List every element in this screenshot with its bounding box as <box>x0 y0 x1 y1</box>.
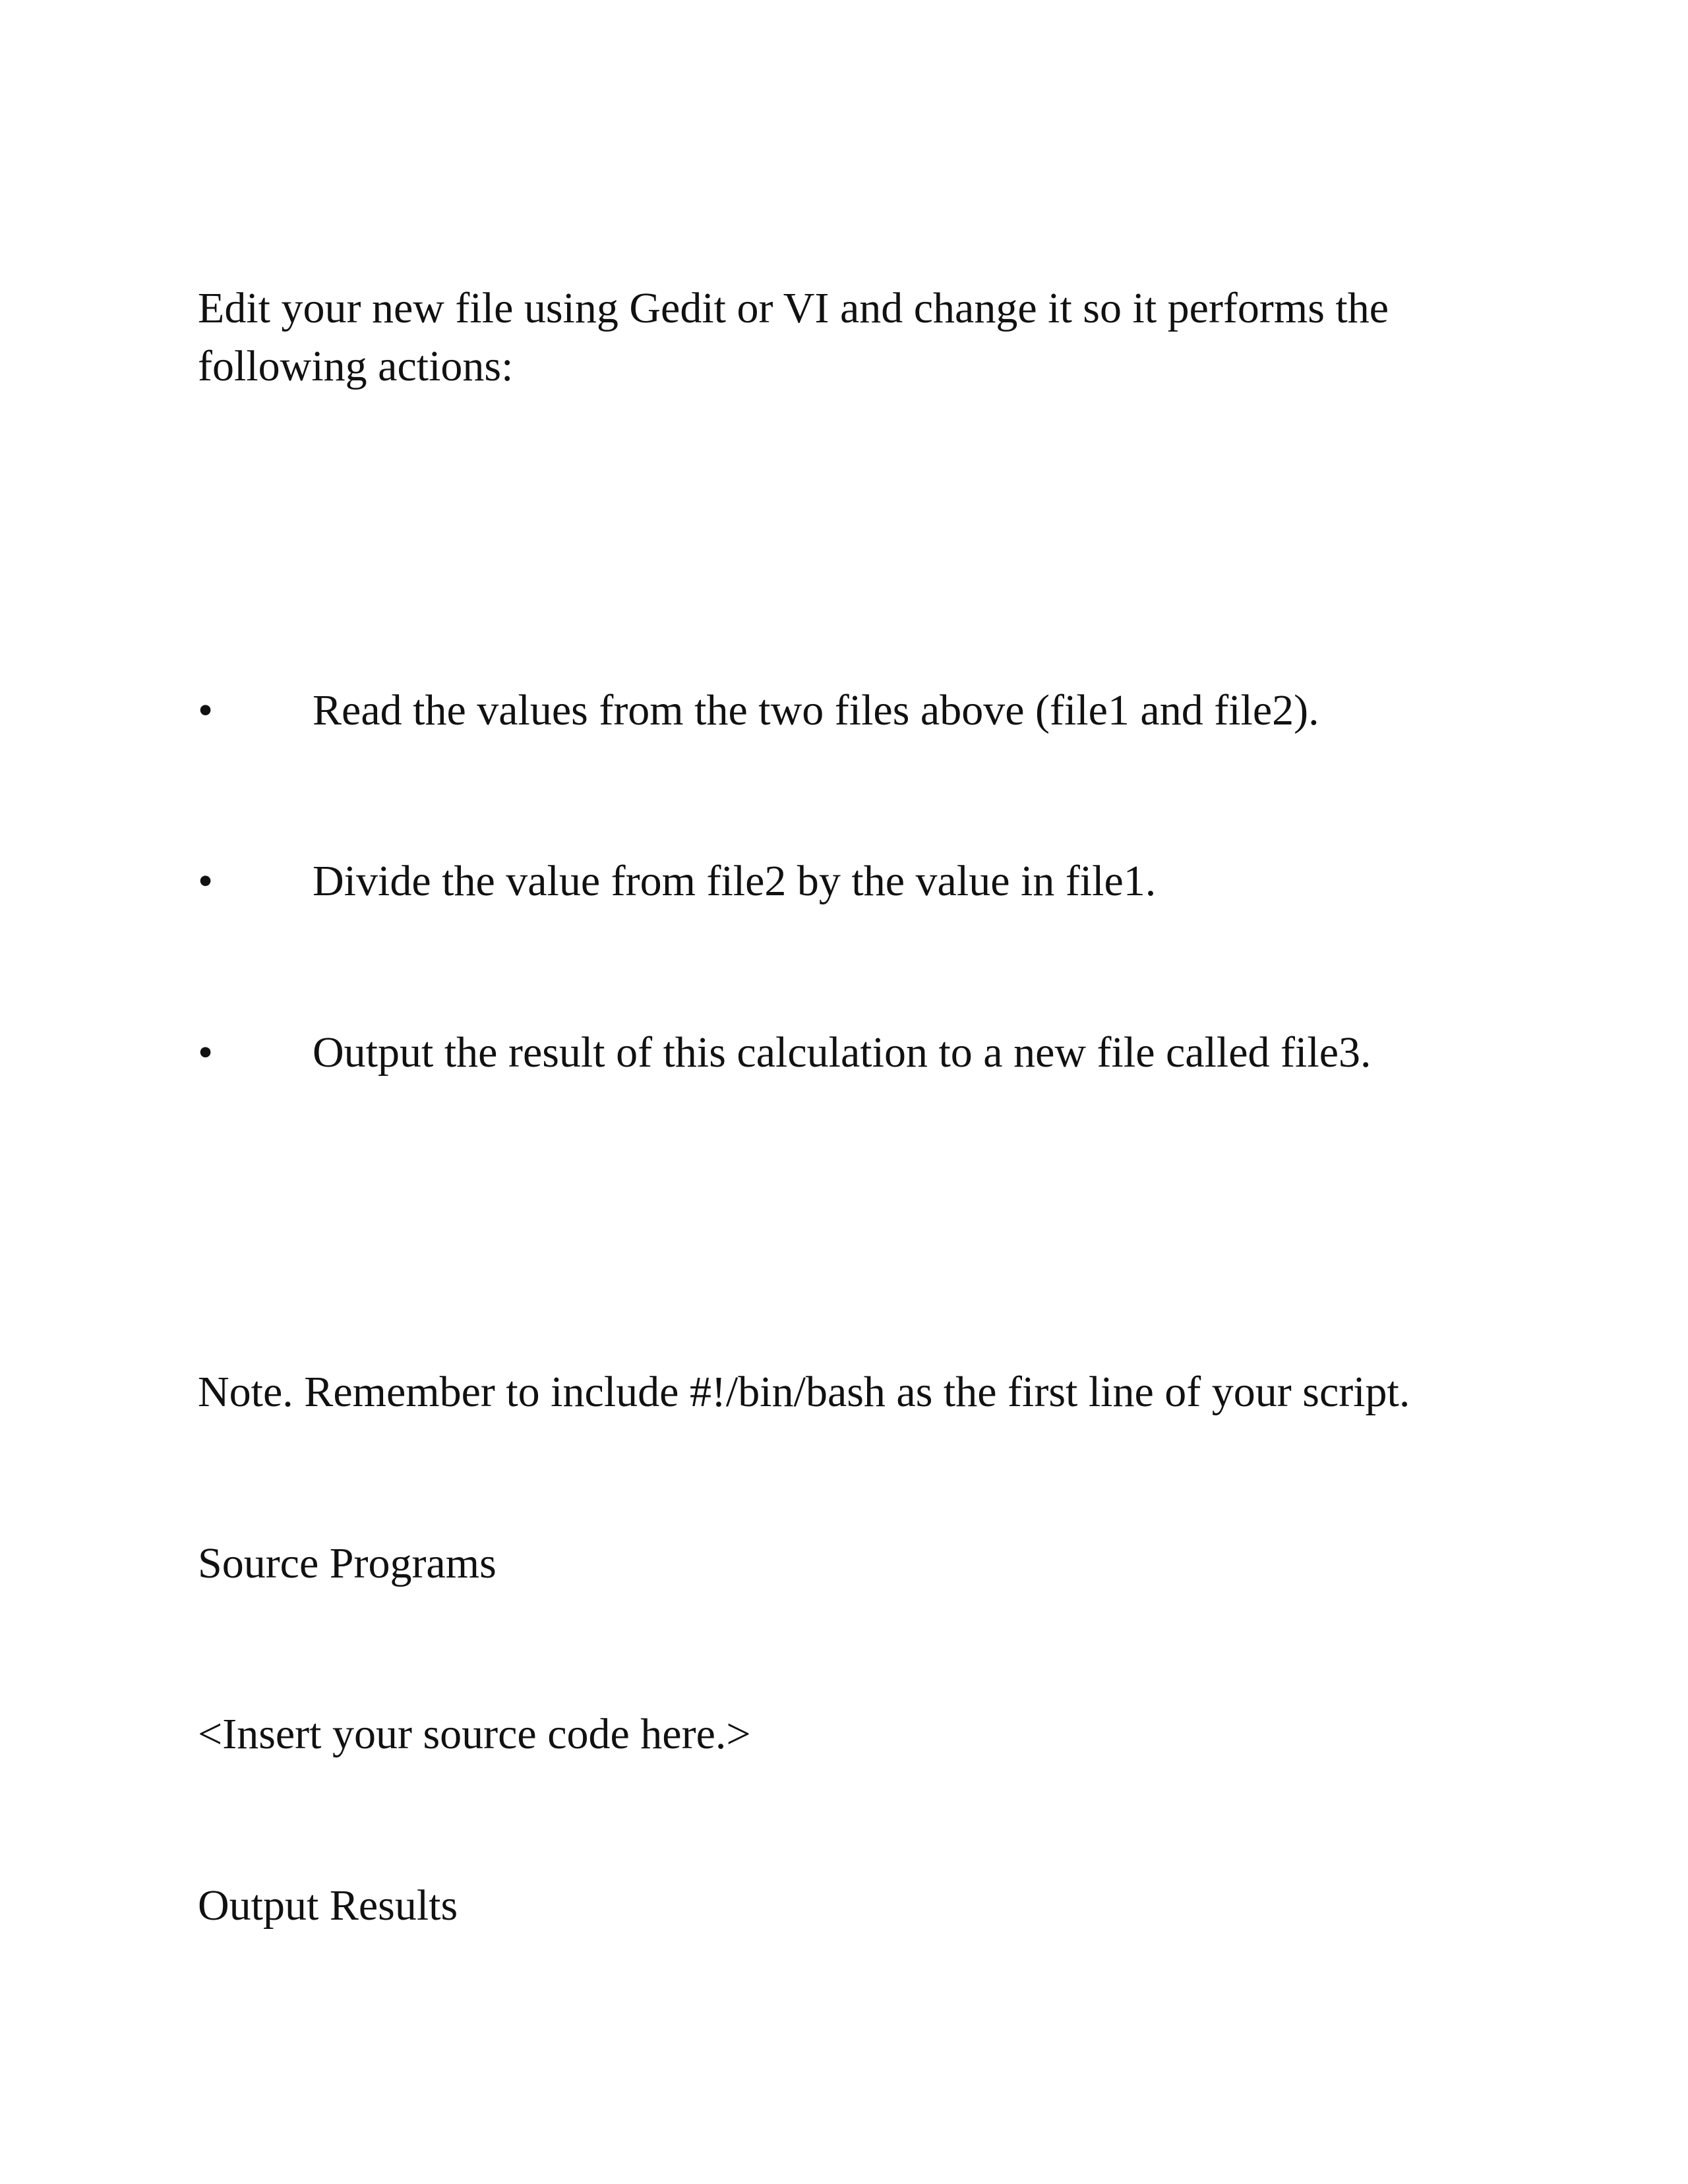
output-results-heading: Output Results <box>198 1881 458 1930</box>
bullet-icon: • <box>198 686 214 734</box>
instructions-intro: Edit your new file using Gedit or VI and change it so it performs the following actions: <box>198 284 1389 390</box>
shebang-note: Note. Remember to include #!/bin/bash as the first line of your script. <box>198 1368 1410 1416</box>
source-programs-heading: Source Programs <box>198 1539 497 1587</box>
bullet-icon: • <box>198 1028 214 1077</box>
list-item <box>198 1023 1517 1082</box>
step-read-values: Read the values from the two files above (file1 and file2). <box>313 686 1319 734</box>
list-item <box>198 852 1517 911</box>
step-divide-values: Divide the value from file2 by the value in file1. <box>313 857 1157 905</box>
step-output-result: Output the result of this calculation to a new file called file3. <box>313 1028 1372 1077</box>
list-item <box>198 681 1517 740</box>
source-code-placeholder: <Insert your source code here.> <box>198 1710 751 1758</box>
bullet-icon: • <box>198 857 214 905</box>
